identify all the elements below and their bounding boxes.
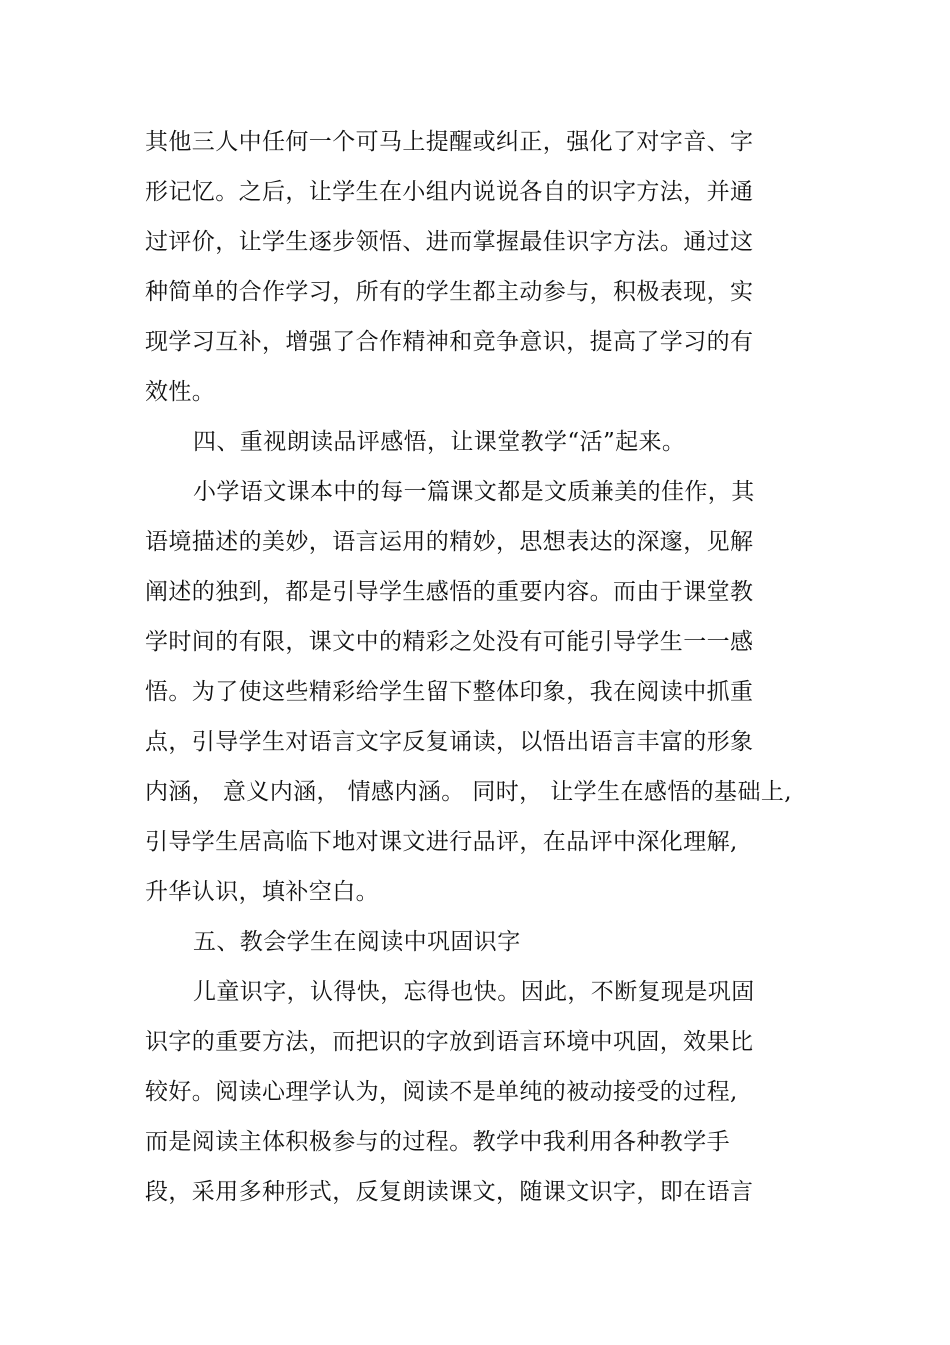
text-line: 段，采用多种形式，反复朗读课文，随课文识字，即在语言	[145, 1179, 754, 1205]
section-heading: 四、重视朗读品评感悟，让课堂教学“活”起来。	[193, 429, 686, 455]
text-line: 效性。	[145, 379, 216, 405]
text-line: 阐述的独到，都是引导学生感悟的重要内容。而由于课堂教	[145, 579, 754, 605]
text-line: 语境描述的美妙，语言运用的精妙，思想表达的深邃，见解	[145, 529, 754, 555]
text-line: 形记忆。之后，让学生在小组内说说各自的识字方法，并通	[145, 179, 754, 205]
text-line: 升华认识，填补空白。	[145, 879, 379, 905]
text-line: 过评价，让学生逐步领悟、进而掌握最佳识字方法。通过这	[145, 229, 754, 255]
text-line: 而是阅读主体积极参与的过程。教学中我利用各种教学手	[145, 1129, 730, 1155]
text-line: 内涵， 意义内涵， 情感内涵。 同时， 让学生在感悟的基础上,	[145, 779, 792, 805]
text-line: 小学语文课本中的每一篇课文都是文质兼美的佳作，其	[193, 479, 755, 505]
text-line: 儿童识字，认得快，忘得也快。因此，不断复现是巩固	[193, 979, 755, 1005]
text-line: 较好。阅读心理学认为，阅读不是单纯的被动接受的过程,	[145, 1079, 738, 1105]
text-line: 学时间的有限，课文中的精彩之处没有可能引导学生一一感	[145, 629, 754, 655]
text-line: 悟。为了使这些精彩给学生留下整体印象，我在阅读中抓重	[145, 679, 754, 705]
section-heading: 五、教会学生在阅读中巩固识字	[193, 929, 521, 955]
text-line: 现学习互补，增强了合作精神和竞争意识，提高了学习的有	[145, 329, 754, 355]
text-line: 识字的重要方法，而把识的字放到语言环境中巩固，效果比	[145, 1029, 754, 1055]
text-line: 其他三人中任何一个可马上提醒或纠正，强化了对字音、字	[145, 129, 754, 155]
text-line: 点，引导学生对语言文字反复诵读，以悟出语言丰富的形象	[145, 729, 754, 755]
text-line: 种简单的合作学习，所有的学生都主动参与，积极表现，实	[145, 279, 754, 305]
text-line: 引导学生居高临下地对课文进行品评，在品评中深化理解,	[145, 829, 738, 855]
